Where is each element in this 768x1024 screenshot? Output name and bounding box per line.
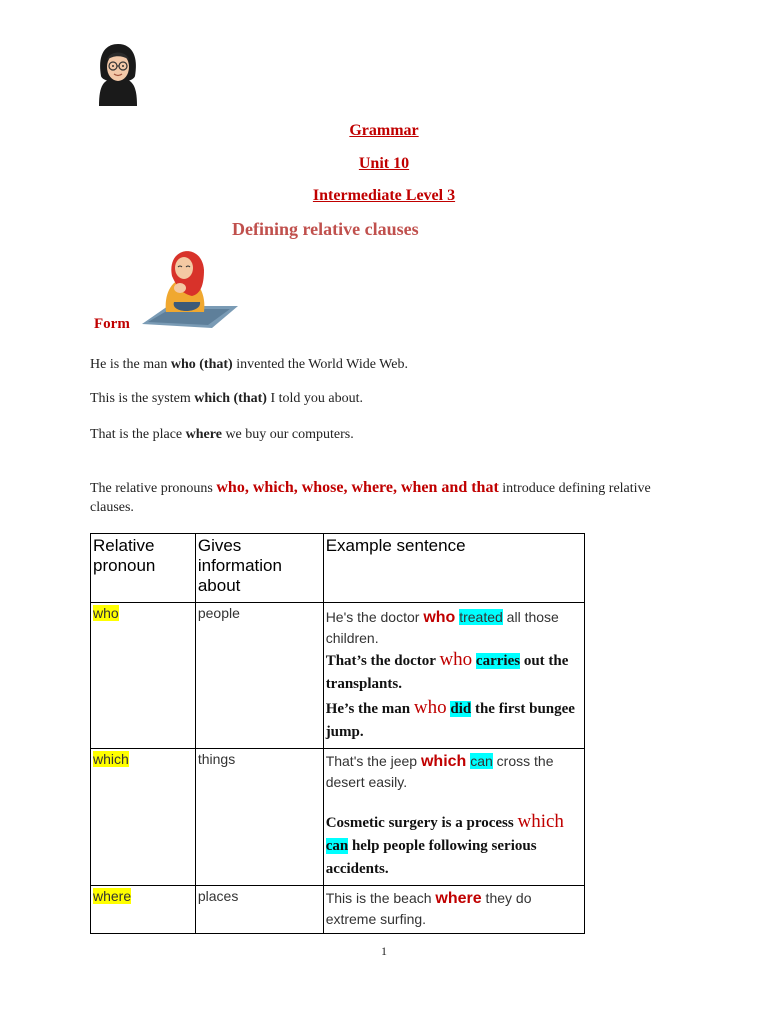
intro-paragraph: The relative pronouns who, which, whose, where, when and that introduce defining relative clauses. xyxy=(90,479,651,515)
page-title: Grammar xyxy=(349,122,419,139)
example-cell: This is the beach where they do extreme surfing. xyxy=(323,886,584,934)
praying-girl-icon xyxy=(140,240,240,332)
table-row xyxy=(91,603,585,749)
table-row xyxy=(91,749,585,886)
example-cell: That's the jeep which can cross the desert easily. Cosmetic surgery is a process which can help people following serious accidents. xyxy=(323,749,584,886)
info-cell: things xyxy=(195,749,323,886)
table-row xyxy=(91,886,585,934)
header-info: Gives information about xyxy=(195,534,323,603)
form-label: Form xyxy=(94,316,130,332)
teacher-avatar-icon xyxy=(93,42,143,106)
pronoun-cell: where xyxy=(93,888,132,904)
info-cell: people xyxy=(195,603,323,749)
level-label: Intermediate Level 3 xyxy=(312,187,456,204)
unit-label: Unit 10 xyxy=(358,155,410,172)
example-sentence-2: This is the system which (that) I told you about. xyxy=(90,391,364,406)
header-example: Example sentence xyxy=(323,534,584,603)
example-sentence-3: That is the place where we buy our computers. xyxy=(90,427,354,442)
table-header-row xyxy=(91,534,585,603)
relative-pronoun-table xyxy=(90,533,585,934)
pronoun-list: who, which, whose, where, when and that xyxy=(216,479,499,496)
page-number: 1 xyxy=(381,944,387,958)
pronoun-cell: who xyxy=(93,605,119,621)
lesson-subtitle: Defining relative clauses xyxy=(232,219,419,239)
info-cell: places xyxy=(195,886,323,934)
header-pronoun: Relative pronoun xyxy=(91,534,196,603)
example-sentence-1: He is the man who (that) invented the World Wide Web. xyxy=(90,357,408,372)
pronoun-cell: which xyxy=(93,751,129,767)
example-cell: He's the doctor who treated all those children. That’s the doctor who carries out the transplants. He’s the man who did the first bungee jump. xyxy=(323,603,584,749)
